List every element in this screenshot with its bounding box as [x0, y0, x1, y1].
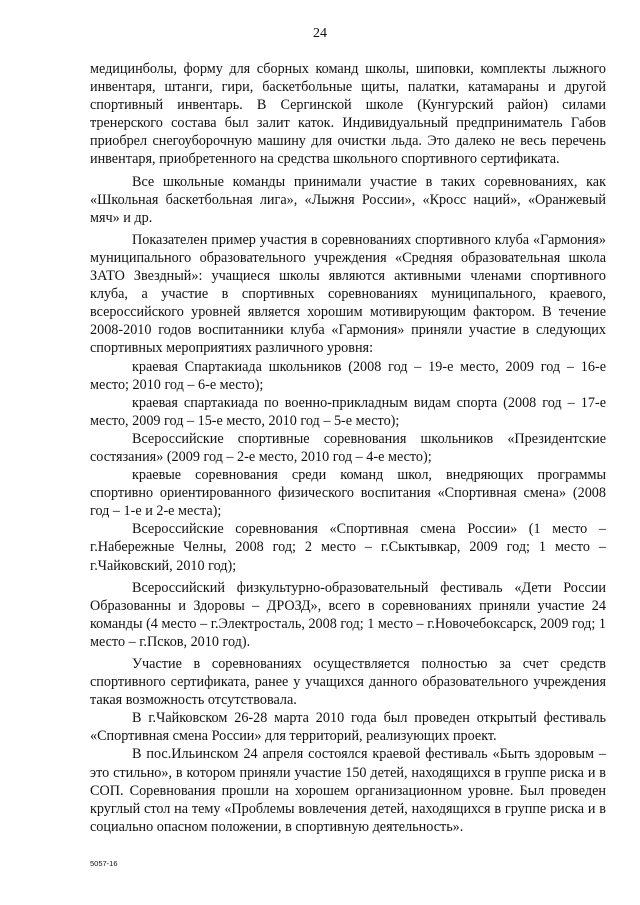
list-item-russia-sport-shift: Всероссийские соревнования «Спортивная смена России» (1 место – г.Набережные Челны, 2008 год; 2 место – г.Сыктывкар, 2009 год; 1 место – г.Чайковский, 2010 год);	[90, 521, 606, 574]
paragraph-ilyinsky-festival: В пос.Ильинском 24 апреля состоялся краевой фестиваль «Быть здоровым – это стильно», в котором приняли участие 150 детей, находящихся в группе риска и в СОП. Соревнования прошли на хорошем организационном уровне. Был проведен круглый стол на тему «Проблемы вовлечения детей, находящихся в группе риска и в социально опасном положении, в спортивную деятельность».	[90, 746, 606, 835]
list-item-military-spartakiad: краевая спартакиада по военно-прикладным видам спорта (2008 год – 17-е место, 2009 год – 15-е место, 2010 год – 5-е место);	[90, 394, 606, 429]
paragraph-inventory: медицинболы, форму для сборных команд школы, шиповки, комплекты лыжного инвентаря, штанги, гири, баскетбольные щиты, палатки, катамараны и другой спортивный инвентарь. В Сергинской школе (Кунгурский район) силами тренерского состава был залит каток. Индивидуальный предприниматель Габов приобрел снегоуборочную машину для очистки льда. Это далеко не весь перечень инвентаря, приобретенного на средства школьного спортивного сертификата.	[90, 61, 606, 168]
paragraph-harmony-club: Показателен пример участия в соревнованиях спортивного клуба «Гармония» муниципального образовательного учреждения «Средняя образовательная школа ЗАТО Звездный»: учащиеся школы являются активными членами спортивного клуба, а участие в спортивных соревнованиях муниципального, краевого, всероссийского уровней является хорошим мотивирующим фактором. В течение 2008-2010 годов воспитанники клуба «Гармония» приняли участие в следующих спортивных мероприятиях различного уровня:	[90, 231, 606, 357]
list-item-drozd-festival: Всероссийский физкультурно-образовательный фестиваль «Дети России Образованны и Здоровы – ДРОЗД», всего в соревнованиях приняли участие 24 команды (4 место – г.Электросталь, 2008 год; 1 место – г.Новочебоксарск, 2009 год; 1 место – г.Псков, 2010 год).	[90, 579, 606, 650]
footer-document-code: 5057-16	[90, 859, 118, 868]
list-item-regional-sport-shift: краевые соревнования среди команд школ, внедряющих программы спортивно ориентированного физического воспитания «Спортивная смена» (2008 год – 1-е и 2-е места);	[90, 467, 606, 520]
document-body	[90, 60, 606, 836]
paragraph-competitions: Все школьные команды принимали участие в таких соревнованиях, как «Школьная баскетбольная лига», «Лыжня России», «Кросс наций», «Оранжевый мяч» и др.	[90, 173, 606, 226]
paragraph-chaikovsky-festival: В г.Чайковском 26-28 марта 2010 года был проведен открытый фестиваль «Спортивная смена России» для территорий, реализующих проект.	[90, 710, 606, 745]
page-number: 24	[313, 26, 327, 41]
list-item-presidential-contests: Всероссийские спортивные соревнования школьников «Президентские состязания» (2009 год – 2-е место, 2010 год – 4-е место);	[90, 430, 606, 465]
list-item-regional-spartakiad: краевая Спартакиада школьников (2008 год – 19-е место, 2009 год – 16-е место; 2010 год – 6-е место);	[90, 358, 606, 393]
paragraph-funding: Участие в соревнованиях осуществляется полностью за счет средств спортивного сертификата, ранее у учащихся данного образовательного учреждения такая возможность отсутствовала.	[90, 656, 606, 709]
